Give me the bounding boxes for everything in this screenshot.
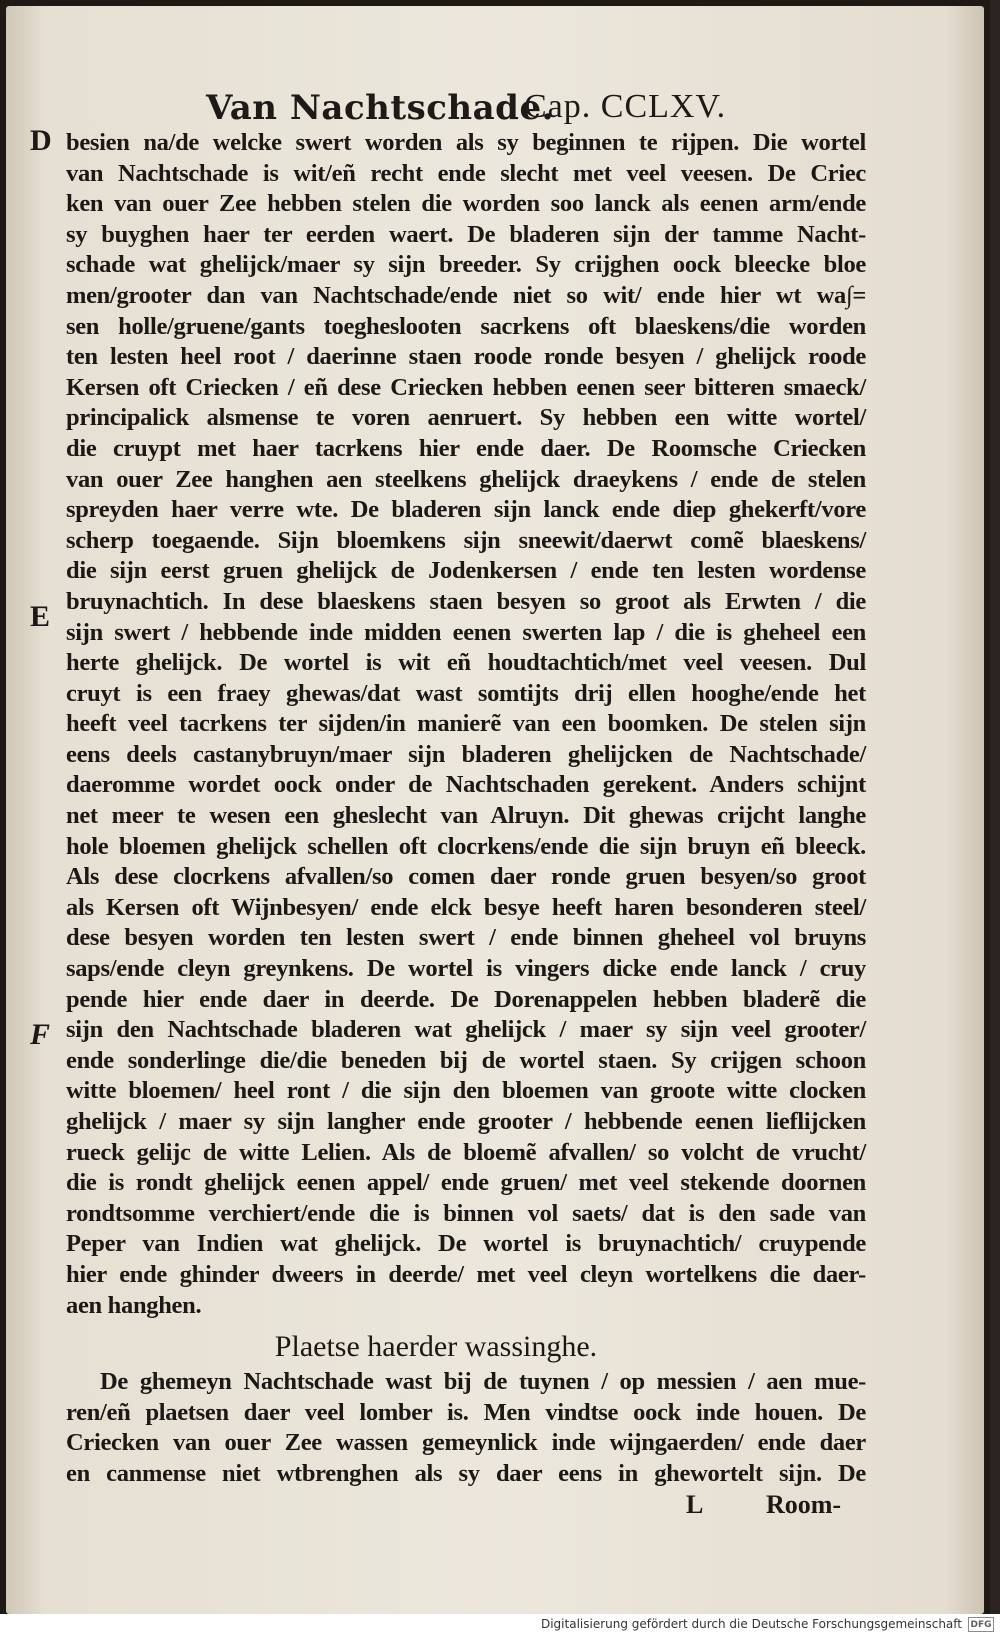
- text-line: rondtsomme verchiert/ende die is binnen vol saets/ dat is den sade van: [66, 1199, 866, 1227]
- text-line: herte ghelijck. De wortel is wit eñ houdtachtich/met veel veesen. Dul: [66, 649, 866, 677]
- margin-letter-f: F: [30, 1018, 51, 1051]
- text-line: pende hier ende daer in deerde. De Dorenappelen hebben bladerẽ die: [66, 985, 866, 1013]
- margin-letter-e: E: [30, 600, 51, 633]
- text-line: dese besyen worden ten lesten swert / ende binnen gheheel vol bruyns: [66, 924, 866, 952]
- text-line: ten lesten heel root / daerinne staen roode ronde besyen / ghelijck roode: [66, 343, 866, 371]
- text-line: Kersen oft Criecken / eñ dese Criecken hebben eenen seer bitteren smaeck/: [66, 373, 866, 401]
- text-line: rueck gelijc de witte Lelien. Als de bloemẽ afvallen/ so volcht de vrucht/: [66, 1138, 866, 1166]
- text-line: men/grooter dan van Nachtschade/ende niet so wit/ ende hier wt wa∫=: [66, 281, 866, 309]
- running-header: [6, 84, 984, 134]
- funding-credit: Digitalisierung gefördert durch die Deutsche Forschungsgemeinschaft: [540, 1617, 962, 1631]
- text-line: daeromme wordet oock onder de Nachtschaden gerekent. Anders schijnt: [66, 771, 866, 799]
- text-line: sijn den Nachtschade bladeren wat ghelijck / maer sy sijn veel grooter/: [66, 1016, 866, 1044]
- text-line: en canmense niet wtbrenghen als sy daer eens in ghewortelt sijn. De: [66, 1459, 866, 1487]
- text-line: ren/eñ plaetsen daer veel lomber is. Men vindtse oock inde houen. De: [66, 1398, 866, 1426]
- text-line: cruyt is een fraey ghewas/dat wast somtijts drij ellen hooghe/ende het: [66, 679, 866, 707]
- text-line: die cruypt met haer tacrkens hier ende daer. De Roomsche Criecken: [66, 434, 866, 462]
- text-line: van ouer Zee hanghen aen steelkens ghelijck draeykens / ende de stelen: [66, 465, 866, 493]
- dfg-logo: DFG: [968, 1617, 994, 1632]
- text-line: sijn swert / hebbende inde midden eenen swerten lap / die is gheheel een: [66, 618, 866, 646]
- text-line: ken van ouer Zee hebben stelen die worden soo lanck als eenen arm/ende: [66, 190, 866, 218]
- body-text: [66, 128, 866, 1490]
- text-line: scherp toegaende. Sijn bloemkens sijn sneewit/daerwt comẽ blaeskens/: [66, 526, 866, 554]
- text-line: sy buyghen haer ter eerden waert. De bladeren sijn der tamme Nacht-: [66, 220, 866, 248]
- text-line: saps/ende cleyn greynkens. De wortel is vingers dicke ende lanck / cruy: [66, 955, 866, 983]
- text-line: als Kersen oft Wijnbesyen/ ende elck besye heeft haren besonderen steel/: [66, 893, 866, 921]
- text-line: net meer te wesen een gheslecht van Alruyn. Dit ghewas crijcht langhe: [66, 802, 866, 830]
- catchword: Room-: [766, 1490, 842, 1519]
- text-line: van Nachtschade is wit/eñ recht ende slecht met veel veesen. De Criec: [66, 159, 866, 187]
- text-line: eens deels castanybruyn/maer sijn bladeren ghelijcken de Nachtschade/: [66, 740, 866, 768]
- section-heading: Plaetse haerder wassinghe.: [274, 1330, 598, 1364]
- text-line: hole bloemen ghelijck schellen oft clocrkens/ende die sijn bruyn eñ bleeck.: [66, 832, 866, 860]
- text-line: Criecken van ouer Zee wassen gemeynlick inde wijngaerden/ ende daer: [66, 1429, 866, 1457]
- text-line: die sijn eerst gruen ghelijck de Jodenkersen / ende ten lesten wordense: [66, 557, 866, 585]
- text-line: spreyden haer verre wte. De bladeren sijn lanck ende diep ghekerft/vore: [66, 496, 866, 524]
- chapter-number: Cap. CCLXV.: [524, 88, 727, 125]
- text-line: Als dese clocrkens afvallen/so comen daer ronde gruen besyen/so groot: [66, 863, 866, 891]
- margin-letter-d: D: [30, 124, 52, 157]
- book-page: [6, 6, 984, 1614]
- text-line: ende sonderlinge die/die beneden bij de wortel staen. Sy crijgen schoon: [66, 1046, 866, 1074]
- text-line: witte bloemen/ heel ront / die sijn den bloemen van groote witte clocken: [66, 1077, 866, 1105]
- text-line: De ghemeyn Nachtschade wast bij de tuynen / op messien / aen mue-: [100, 1368, 866, 1396]
- text-line: besien na/de welcke swert worden als sy beginnen te rijpen. Die wortel: [66, 129, 866, 156]
- signature-mark: L: [686, 1490, 704, 1519]
- text-line: aen hanghen.: [66, 1291, 202, 1319]
- text-line: bruynachtich. In dese blaeskens staen besyen so groot als Erwten / die: [66, 587, 866, 615]
- text-line: sen holle/gruene/gants toegheslooten sacrkens oft blaeskens/die worden: [66, 312, 866, 340]
- text-line: ghelijck / maer sy sijn langher ende grooter / hebbende eenen lieflijcken: [66, 1108, 866, 1135]
- text-line: heeft veel tacrkens ter sijden/in manierẽ van een boomken. De stelen sijn: [66, 710, 866, 738]
- text-line: principalick alsmense te voren aenruert. Sy hebben een witte wortel/: [66, 404, 866, 432]
- page-title: Van Nachtschade.: [206, 88, 554, 128]
- text-line: schade wat ghelijck/maer sy sijn breeder. Sy crijghen oock bleecke bloe: [66, 251, 866, 279]
- text-line: die is rondt ghelijck eenen appel/ ende gruen/ met veel stekende doornen: [66, 1169, 866, 1197]
- text-line: hier ende ghinder dweers in deerde/ met veel cleyn wortelkens die daer-: [66, 1260, 866, 1288]
- text-line: Peper van Indien wat ghelijck. De wortel is bruynachtich/ cruypende: [66, 1230, 866, 1258]
- footer-bar: [0, 1614, 1000, 1637]
